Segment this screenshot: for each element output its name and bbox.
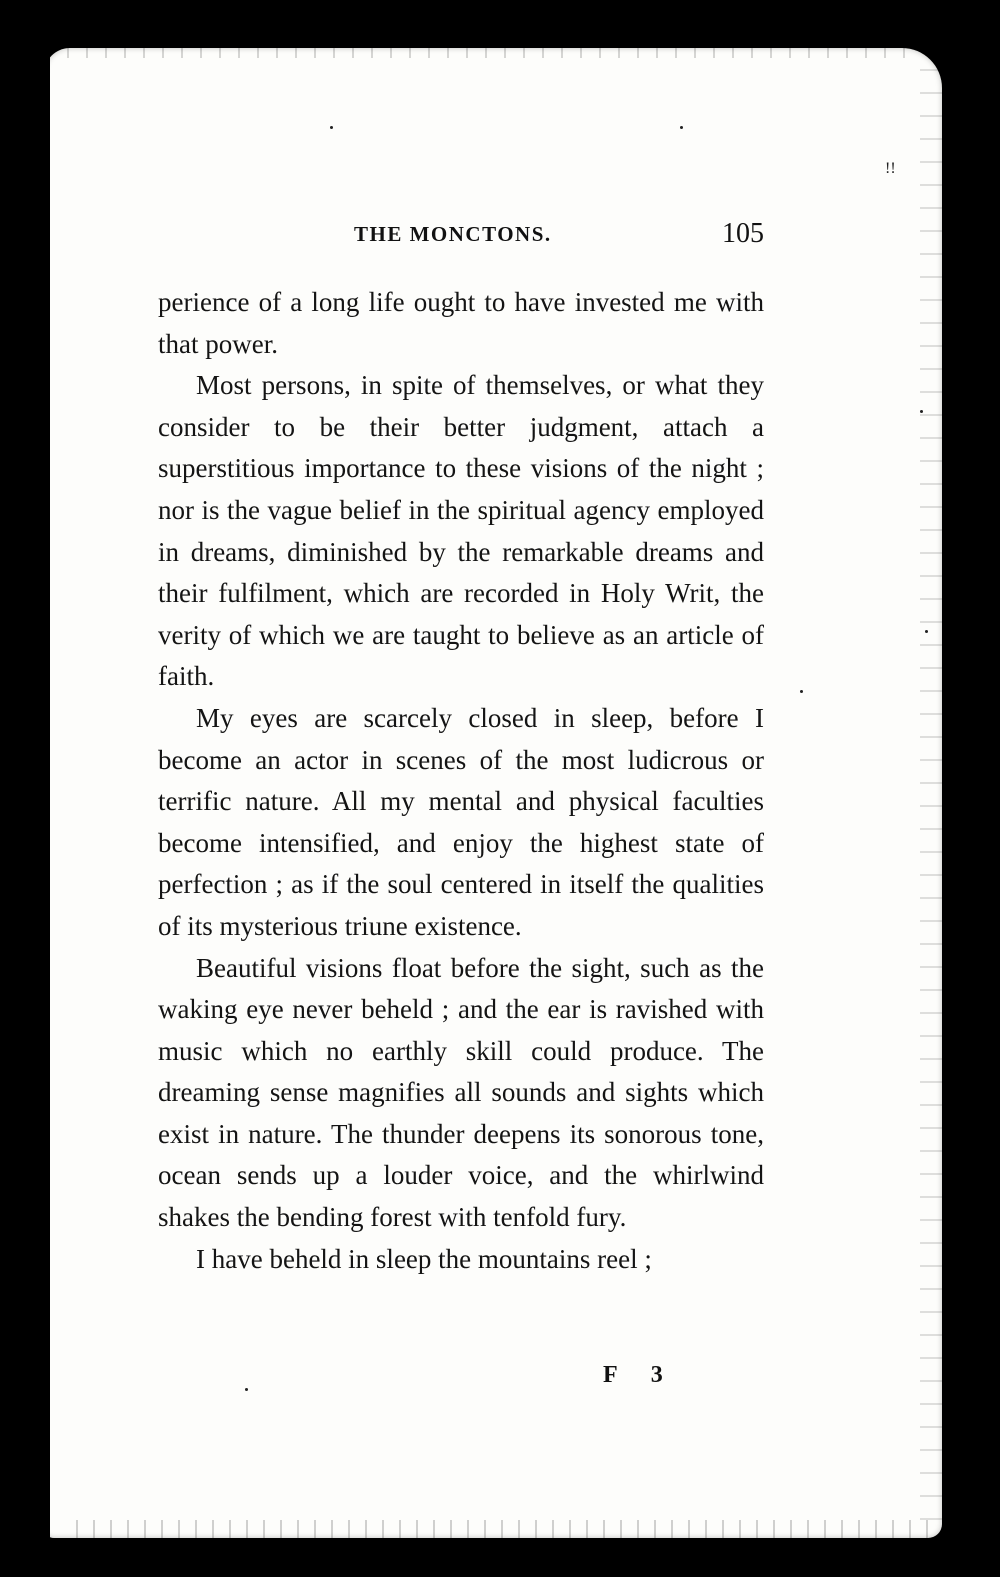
paragraph-3: My eyes are scarcely closed in sleep, before I become an actor in scenes of the most ludicrous or terrific nature. All my mental and physical faculties become intensified, and enjoy the highest state of perfection ; as if the soul centered in itself the qualities of its mysterious triune existence. [158,702,764,941]
page-number: 105 [722,218,764,249]
dust-speck [800,690,803,693]
dust-speck [245,1388,248,1391]
paragraph-5: I have beheld in sleep the mountains reel ; [196,1243,652,1274]
running-title: THE MONCTONS. [354,222,552,246]
paragraph-2: Most persons, in spite of themselves, or what they consider to be their better judgment, attach a superstitious importance to these visions of the night ; nor is the vague belief in the spiritual agency employed in dreams, diminished by the remarkable dreams and their fulfilment, which are recorded in Holy Writ, the verity of which we are taught to believe as an article of faith. [158,370,764,692]
paragraph-4: Beautiful visions float before the sight, such as the waking eye never beheld ; and the ear is ravished with music which no earthly skill could produce. The dreaming sense magnifies all sounds and sights which exist in nature. The thunder deepens its sonorous tone, ocean sends up a louder voice, and the whirlwind shakes the bending forest with tenfold fury. [158,952,764,1233]
body-text [158,282,764,1280]
signature-mark: F 3 [603,1362,677,1388]
torn-right-edge [920,60,960,1530]
margin-mark: !! [885,160,896,177]
dust-speck [680,126,683,129]
torn-bottom-edge [70,1520,930,1540]
dust-speck [925,630,928,633]
dust-speck [920,410,923,413]
page-header [354,218,764,252]
binding-shadow [0,0,50,1577]
dust-speck [330,126,333,129]
paragraph-1: perience of a long life ought to have invested me with that power. [158,287,764,359]
torn-top-edge [60,40,920,58]
